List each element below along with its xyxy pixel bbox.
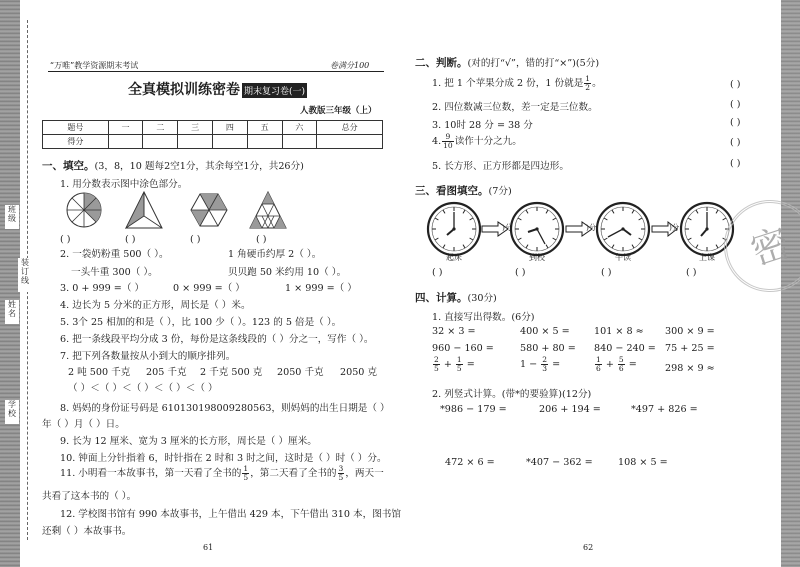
- score-cell: 一: [108, 121, 143, 135]
- judge-1: [432, 75, 602, 92]
- vertical-calc: 472 × 6 =: [445, 457, 495, 468]
- section-1-title: 一、填空。: [42, 160, 95, 172]
- q11-text: 11. 小明看一本故事书，第一天看了全书的: [60, 468, 242, 479]
- q1-blank[interactable]: ( ): [190, 234, 201, 245]
- q11-fraction-2: [338, 465, 345, 482]
- q2d: 贝贝跑 50 米约用 10（ ）。: [228, 267, 347, 278]
- calc-frac-1: $\frac{2}{5}$ + $\frac{1}{5}$ =: [434, 355, 475, 373]
- fraction-numerator: 2: [434, 355, 439, 364]
- judge-4-text: 读作十分之九。: [454, 136, 522, 147]
- score-cell: 六: [282, 121, 317, 135]
- q1-text: 1. 用分数表示图中涂色部分。: [60, 179, 188, 190]
- q1-blank[interactable]: ( ): [125, 234, 136, 245]
- page-number-left: 61: [203, 543, 214, 552]
- calc-2-title: 2. 列竖式计算。(带*的要验算)(12分): [432, 389, 592, 400]
- fraction-numerator: 5: [618, 355, 624, 364]
- score-cell-input[interactable]: [143, 135, 178, 149]
- fraction-denominator: 2: [585, 83, 591, 92]
- q8b: 年（ ）月（ ）日。: [42, 419, 125, 430]
- triangle-grid-figure: [250, 192, 286, 228]
- edition-label: 人教版三年级（上）: [300, 106, 377, 116]
- q7-item: 205 千克: [146, 367, 187, 378]
- section-2-title: 二、判断。: [415, 57, 468, 69]
- calc-frac-3: $\frac{1}{6}$ + $\frac{5}{6}$ =: [596, 355, 637, 373]
- judge-4: [432, 133, 522, 150]
- clock-time-blank[interactable]: ( ): [515, 267, 526, 278]
- q7-item: 2050 克: [340, 367, 378, 378]
- q2c: 一头牛重 300（ ）。: [71, 267, 158, 278]
- triangle-figure: [126, 192, 162, 228]
- calc-text: 1 −: [520, 359, 541, 370]
- fraction-denominator: 5: [338, 473, 344, 482]
- calc-item: 840 − 240 =: [594, 343, 656, 354]
- binding-label-school: 学校: [5, 400, 19, 424]
- score-box: 卷满分100: [330, 61, 370, 70]
- calc-item: 960 − 160 =: [432, 343, 494, 354]
- vertical-calc: *986 − 179 =: [440, 404, 507, 415]
- fraction-numerator: 1: [596, 355, 601, 364]
- score-cell: 三: [178, 121, 213, 135]
- q3a: 3. 0 + 999 =（ ）: [60, 283, 145, 294]
- judge-2: 2. 四位数减三位数，差一定是三位数。: [432, 102, 598, 113]
- binding-label-name: 姓名: [5, 300, 19, 324]
- calc-item: 32 × 3 =: [432, 326, 476, 337]
- page-number-right: 62: [583, 543, 594, 552]
- q1-figures: [64, 190, 354, 232]
- q1-blank[interactable]: ( ): [256, 234, 267, 245]
- judge-5: 5. 长方形、正方形都是四边形。: [432, 161, 569, 172]
- binding-label-line: 装订线: [18, 258, 32, 292]
- score-cell: 总分: [317, 121, 383, 135]
- score-cell: 得分: [43, 135, 109, 149]
- judge-4-fraction: [442, 133, 454, 150]
- q4: 4. 边长为 5 分米的正方形，周长是（ ）米。: [60, 300, 251, 311]
- clock-label-wake: 起床: [446, 253, 462, 262]
- vertical-calc: 206 + 194 =: [539, 404, 601, 415]
- score-cell-input[interactable]: [247, 135, 282, 149]
- q7-item: 2 吨 500 千克: [68, 367, 131, 378]
- judge-blank[interactable]: ( ): [730, 117, 741, 128]
- section-4-title: 四、计算。: [415, 292, 468, 304]
- judge-3: 3. 10时 28 分 = 38 分: [432, 120, 533, 131]
- calc-1-title: 1. 直接写出得数。(6分): [432, 312, 535, 323]
- clock-reading: [597, 203, 649, 255]
- section-2-points: (对的打“√”，错的打“×”)(5分): [467, 58, 600, 69]
- q12a: 12. 学校图书馆有 990 本故事书，上午借出 429 本，下午借出 310 本，图书馆: [60, 509, 401, 520]
- section-3-heading: [415, 183, 512, 198]
- fraction-denominator: 10: [443, 141, 453, 150]
- fraction-denominator: 6: [618, 364, 624, 373]
- q5: 5. 3个 25 相加的和是（ ），比 100 少（ ）。123 的 5 倍是（ ）。: [60, 317, 342, 328]
- title-text: 全真模拟训练密卷: [128, 82, 240, 98]
- hexagon-figure: [191, 194, 227, 226]
- watermark-stamp: 密: [712, 188, 800, 304]
- calc-item: 580 + 80 =: [520, 343, 576, 354]
- clock-arrive: [511, 203, 563, 255]
- circle-figure: [67, 193, 101, 227]
- arrow-minutes-label[interactable]: )分: [586, 223, 597, 232]
- q11-text: ，两天一: [345, 468, 384, 479]
- fraction-denominator: 3: [542, 364, 548, 373]
- section-2-heading: [415, 55, 599, 70]
- q1-blank[interactable]: ( ): [60, 234, 71, 245]
- q11d: 共看了这本书的（ ）。: [42, 491, 137, 502]
- judge-blank[interactable]: ( ): [730, 79, 741, 90]
- q11-fraction-1: [242, 465, 249, 482]
- arrow-minutes-label[interactable]: )分: [502, 223, 513, 232]
- score-cell: 五: [247, 121, 282, 135]
- q7-item: 2 千克 500 克: [200, 367, 263, 378]
- q9: 9. 长为 12 厘米、宽为 3 厘米的长方形，周长是（ ）厘米。: [60, 436, 317, 447]
- score-cell-input[interactable]: [282, 135, 317, 149]
- section-1-heading: [42, 158, 304, 173]
- calc-item: 298 × 9 ≈: [665, 363, 715, 374]
- fraction-denominator: 5: [456, 364, 462, 373]
- fraction-numerator: 1: [456, 355, 462, 364]
- fraction-denominator: 6: [596, 364, 601, 373]
- vertical-calc: 108 × 5 =: [618, 457, 668, 468]
- score-cell-input[interactable]: [178, 135, 213, 149]
- judge-blank[interactable]: ( ): [730, 158, 741, 169]
- header-rule: [48, 71, 384, 72]
- calc-item: 101 × 8 ≈: [594, 326, 644, 337]
- section-3-points: (7分): [488, 186, 512, 197]
- series-label: “万唯”教学资源期末考试: [50, 61, 139, 70]
- q3b: 0 × 999 =（ ）: [173, 283, 245, 294]
- clock-label-class: 上课: [699, 253, 715, 262]
- left-binding-strip: [0, 0, 20, 567]
- q6: 6. 把一条线段平均分成 3 份，每份是这条线段的（ ）分之一，写作（ ）。: [60, 334, 374, 345]
- q11-text: ，第二天看了全书的: [250, 468, 337, 479]
- clock-time-blank[interactable]: ( ): [432, 267, 443, 278]
- fraction-denominator: 5: [243, 473, 249, 482]
- judge-blank[interactable]: ( ): [730, 137, 741, 148]
- q8a: 8. 妈妈的身份证号码是 610130198009280563，则妈妈的出生日期是（ ）: [60, 403, 390, 414]
- fraction-numerator: 1: [243, 464, 249, 473]
- section-1-points: (3，8，10 题每2空1分，其余每空1分，共26分): [94, 161, 304, 172]
- judge-1-text: 1. 把 1 个苹果分成 2 份，1 份就是: [432, 78, 584, 89]
- fraction-numerator: 2: [542, 355, 548, 364]
- q7-order: （ ）＜（ ）＜（ ）＜（ ）＜（ ）: [68, 383, 218, 394]
- score-cell: 四: [212, 121, 247, 135]
- clock-label-arrive: 到校: [529, 253, 545, 262]
- fraction-numerator: 3: [338, 464, 344, 473]
- judge-4-text: 4.: [432, 136, 442, 147]
- fraction-numerator: 9: [442, 133, 454, 142]
- score-table-header-row: [43, 121, 383, 135]
- q12b: 还剩（ ）本故事书。: [42, 526, 132, 537]
- judge-1-text: 。: [592, 78, 602, 89]
- vertical-calc: *407 − 362 =: [526, 457, 593, 468]
- arrow-minutes-label[interactable]: )分: [669, 223, 680, 232]
- q7: 7. 把下列各数量按从小到大的顺序排列。: [60, 351, 236, 362]
- vertical-calc: *497 + 826 =: [631, 404, 698, 415]
- clock-label-reading: 午读: [615, 253, 631, 262]
- paper-title: [128, 79, 307, 99]
- score-table-score-row: [43, 135, 383, 149]
- score-cell: 二: [143, 121, 178, 135]
- calc-item: 300 × 9 =: [665, 326, 715, 337]
- judge-blank[interactable]: ( ): [730, 99, 741, 110]
- q10: 10. 钟面上分针指着 6，时针指在 2 时和 3 时之间，这时是（ ）时（ ）分。: [60, 453, 387, 464]
- score-cell-input[interactable]: [108, 135, 143, 149]
- q3c: 1 × 999 =（ ）: [285, 283, 357, 294]
- fraction-numerator: 1: [585, 74, 591, 83]
- calc-frac-2: [520, 356, 560, 373]
- calc-item: 75 + 25 =: [665, 343, 715, 354]
- section-3-title: 三、看图填空。: [415, 185, 489, 197]
- clock-time-blank[interactable]: ( ): [686, 267, 697, 278]
- clock-wake: [428, 203, 480, 255]
- score-cell-input[interactable]: [317, 135, 383, 149]
- binding-label-class: 班级: [5, 205, 19, 229]
- q2a: 2. 一袋奶粉重 500（ ）。: [60, 249, 169, 260]
- section-4-points: (30分): [467, 293, 497, 304]
- fraction-denominator: 5: [434, 364, 439, 373]
- q11: [60, 465, 384, 482]
- calc-item: 400 × 5 =: [520, 326, 570, 337]
- calc-text: =: [549, 359, 561, 370]
- section-4-heading: [415, 290, 497, 305]
- judge-1-fraction: [584, 75, 591, 92]
- clock-time-blank[interactable]: ( ): [601, 267, 612, 278]
- score-cell: 题号: [43, 121, 109, 135]
- title-badge: 期末复习卷(一): [242, 83, 307, 98]
- q7-item: 2050 千克: [277, 367, 324, 378]
- clocks-diagram: [420, 198, 740, 260]
- score-table: [42, 120, 383, 149]
- score-cell-input[interactable]: [212, 135, 247, 149]
- q2b: 1 角硬币约厚 2（ ）。: [228, 249, 322, 260]
